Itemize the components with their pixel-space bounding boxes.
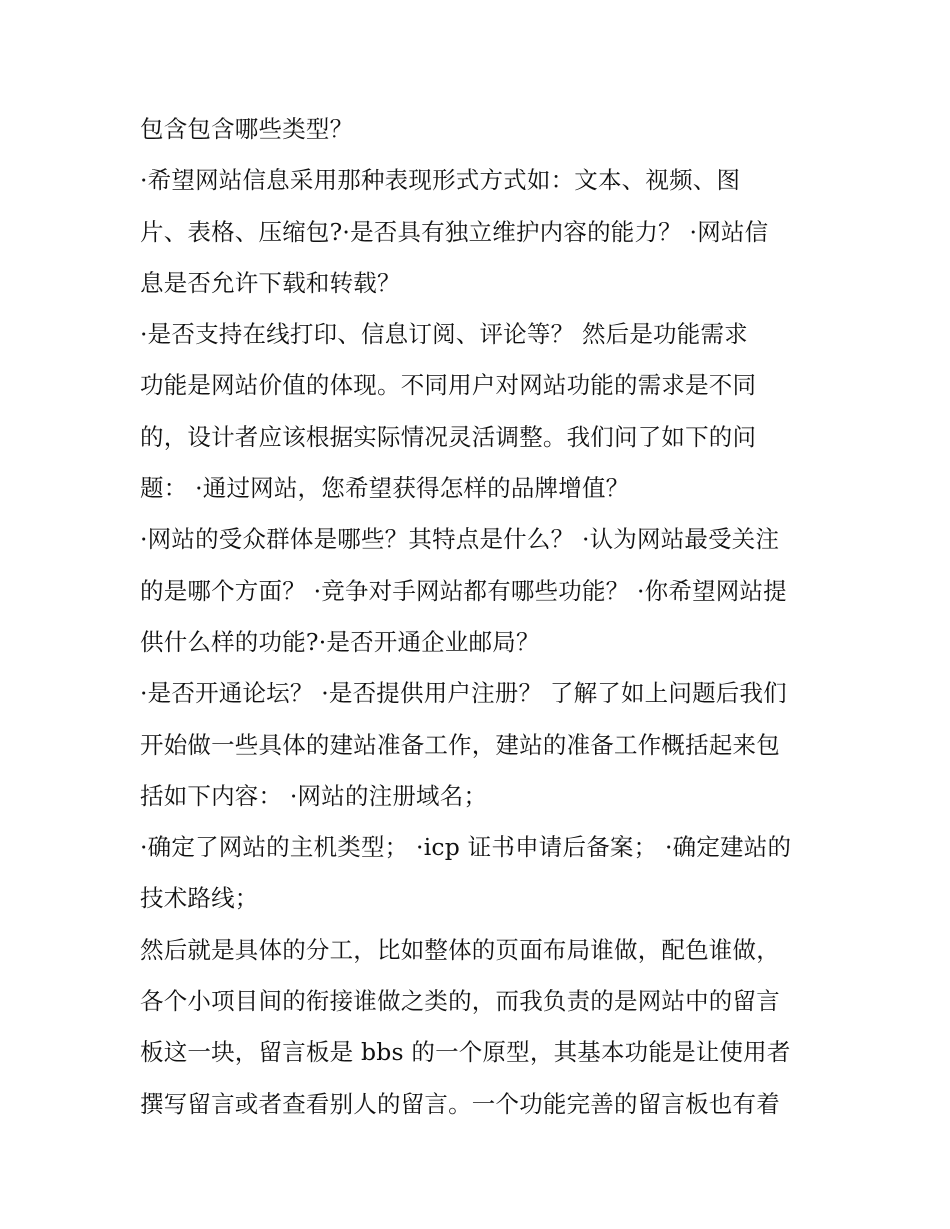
text-line: 括如下内容： ·网站的注册域名； bbox=[140, 781, 488, 810]
text-line: ·确定了网站的主机类型； ·icp 证书申请后备案； ·确定建站的 bbox=[140, 833, 792, 862]
text-line: 包含包含哪些类型？ bbox=[140, 115, 354, 143]
text-line: 然后就是具体的分工，比如整体的页面布局谁做，配色谁做， bbox=[140, 935, 780, 964]
text-line: 题： ·通过网站，您希望获得怎样的品牌增值？ bbox=[140, 474, 630, 503]
text-line: 供什么样的功能?·是否开通企业邮局？ bbox=[140, 627, 540, 656]
text-line: 撰写留言或者查看别人的留言。一个功能完善的留言板也有着 bbox=[140, 1089, 780, 1118]
text-line: 技术路线； bbox=[140, 884, 259, 913]
text-line: ·希望网站信息采用那种表现形式方式如：文本、视频、图 bbox=[140, 166, 741, 195]
text-line: ·网站的受众群体是哪些？其特点是什么？ ·认为网站最受关注 bbox=[140, 525, 780, 554]
text-line: 开始做一些具体的建站准备工作，建站的准备工作概括起来包 bbox=[140, 730, 780, 759]
text-line: ·是否开通论坛？ ·是否提供用户注册？ 了解了如上问题后我们 bbox=[140, 679, 787, 708]
text-line: 片、表格、压缩包?·是否具有独立维护内容的能力？ ·网站信 bbox=[140, 217, 769, 246]
text-line: ·是否支持在线打印、信息订阅、评论等？ 然后是功能需求 bbox=[140, 320, 748, 349]
text-line: 的，设计者应该根据实际情况灵活调整。我们问了如下的问 bbox=[140, 422, 757, 451]
body-text bbox=[140, 104, 830, 1130]
text-line: 的是哪个方面？ ·竞争对手网站都有哪些功能？ ·你希望网站提 bbox=[140, 576, 787, 605]
text-line: 功能是网站价值的体现。不同用户对网站功能的需求是不同 bbox=[140, 371, 757, 400]
text-line: 板这一块，留言板是 bbs 的一个原型，其基本功能是让使用者 bbox=[140, 1038, 791, 1067]
text-line: 息是否允许下载和转载？ bbox=[140, 268, 401, 297]
text-line: 各个小项目间的衔接谁做之类的，而我负责的是网站中的留言 bbox=[140, 987, 780, 1016]
